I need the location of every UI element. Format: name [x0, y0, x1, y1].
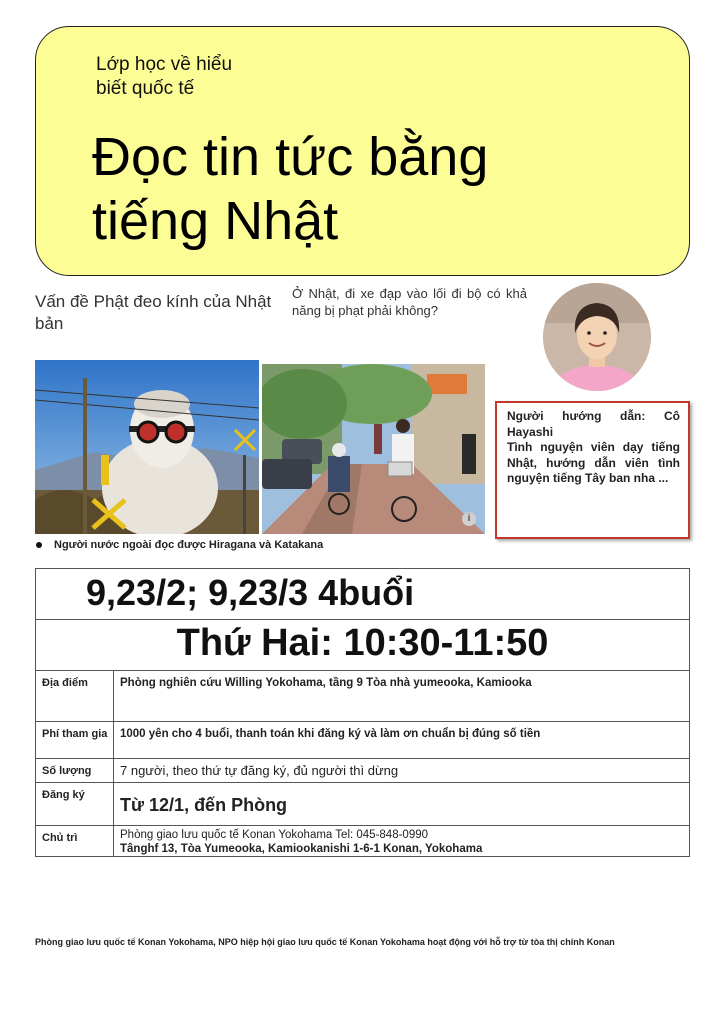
fee-label: Phí tham gia [36, 722, 114, 759]
page-title-line2: tiếng Nhật [92, 191, 339, 251]
table-row [36, 759, 690, 783]
register-label: Đăng ký [36, 783, 114, 826]
organizer-name-tel: Phòng giao lưu quốc tế Konan Yokohama Tel: 045-848-0990 [120, 829, 429, 841]
page-title-line1: Đọc tin tức bằng [92, 127, 489, 187]
schedule-table [35, 568, 690, 857]
table-row [36, 783, 690, 826]
schedule-time-row [36, 620, 690, 671]
count-value: 7 người, theo thứ tự đăng ký, đủ người thì dừng [114, 759, 690, 783]
table-row [36, 671, 690, 722]
organizer-value [114, 826, 690, 857]
instructor-description: Tình nguyện viên dạy tiếng Nhật, hướng dẫn viên tình nguyện tiếng Tây ban nha ... [507, 440, 680, 485]
organizer-label: Chủ trì [36, 826, 114, 857]
buddha-with-glasses-photo [35, 360, 259, 534]
bicycle-street-photo [262, 364, 485, 534]
info-icon[interactable]: i [462, 512, 476, 526]
schedule-dates-row [36, 569, 690, 620]
place-label: Địa điểm [36, 671, 114, 722]
instructor-name: Người hướng dẫn: Cô Hayashi [507, 409, 680, 439]
topic-bicycle-sidewalk: Ở Nhật, đi xe đạp vào lối đi bộ có khả năng bị phạt phải không? [292, 286, 527, 318]
bullet-dot-icon [36, 542, 42, 548]
requirement-text: Người nước ngoài đọc được Hiragana và Katakana [54, 539, 324, 551]
schedule-dates: 9,23/2; 9,23/3 4buổi [36, 569, 690, 620]
instructor-photo [543, 283, 651, 391]
bullet-requirement [36, 539, 323, 551]
header-subtitle [96, 53, 232, 101]
register-value: Từ 12/1, đến Phòng [114, 783, 690, 826]
header-subtitle-line1: Lớp học về hiểu [96, 54, 233, 75]
schedule-time: Thứ Hai: 10:30-11:50 [36, 620, 690, 671]
organizer-address: Tânghf 13, Tòa Yumeooka, Kamiookanishi 1-6-1 Konan, Yokohama [120, 843, 483, 855]
place-value: Phòng nghiên cứu Willing Yokohama, tầng 9 Tòa nhà yumeooka, Kamiooka [114, 671, 690, 722]
page-title [92, 125, 488, 253]
table-row [36, 826, 690, 857]
footer-note: Phòng giao lưu quốc tế Konan Yokohama, NPO hiệp hội giao lưu quốc tế Konan Yokohama hoạt động với hỗ trợ từ tòa thị chính Konan [35, 937, 615, 947]
instructor-box [495, 401, 690, 539]
count-label: Số lượng [36, 759, 114, 783]
table-row [36, 722, 690, 759]
header-subtitle-line2: biết quốc tế [96, 78, 195, 99]
buddha-photo-image [35, 360, 259, 534]
fee-value: 1000 yên cho 4 buổi, thanh toán khi đăng ký và làm ơn chuẩn bị đúng số tiền [114, 722, 690, 759]
bicycle-photo-image [262, 364, 485, 534]
topic-buddha-glasses: Vấn đề Phật đeo kính của Nhật bản [35, 292, 272, 333]
instructor-avatar [543, 283, 651, 391]
header-box [35, 26, 690, 276]
